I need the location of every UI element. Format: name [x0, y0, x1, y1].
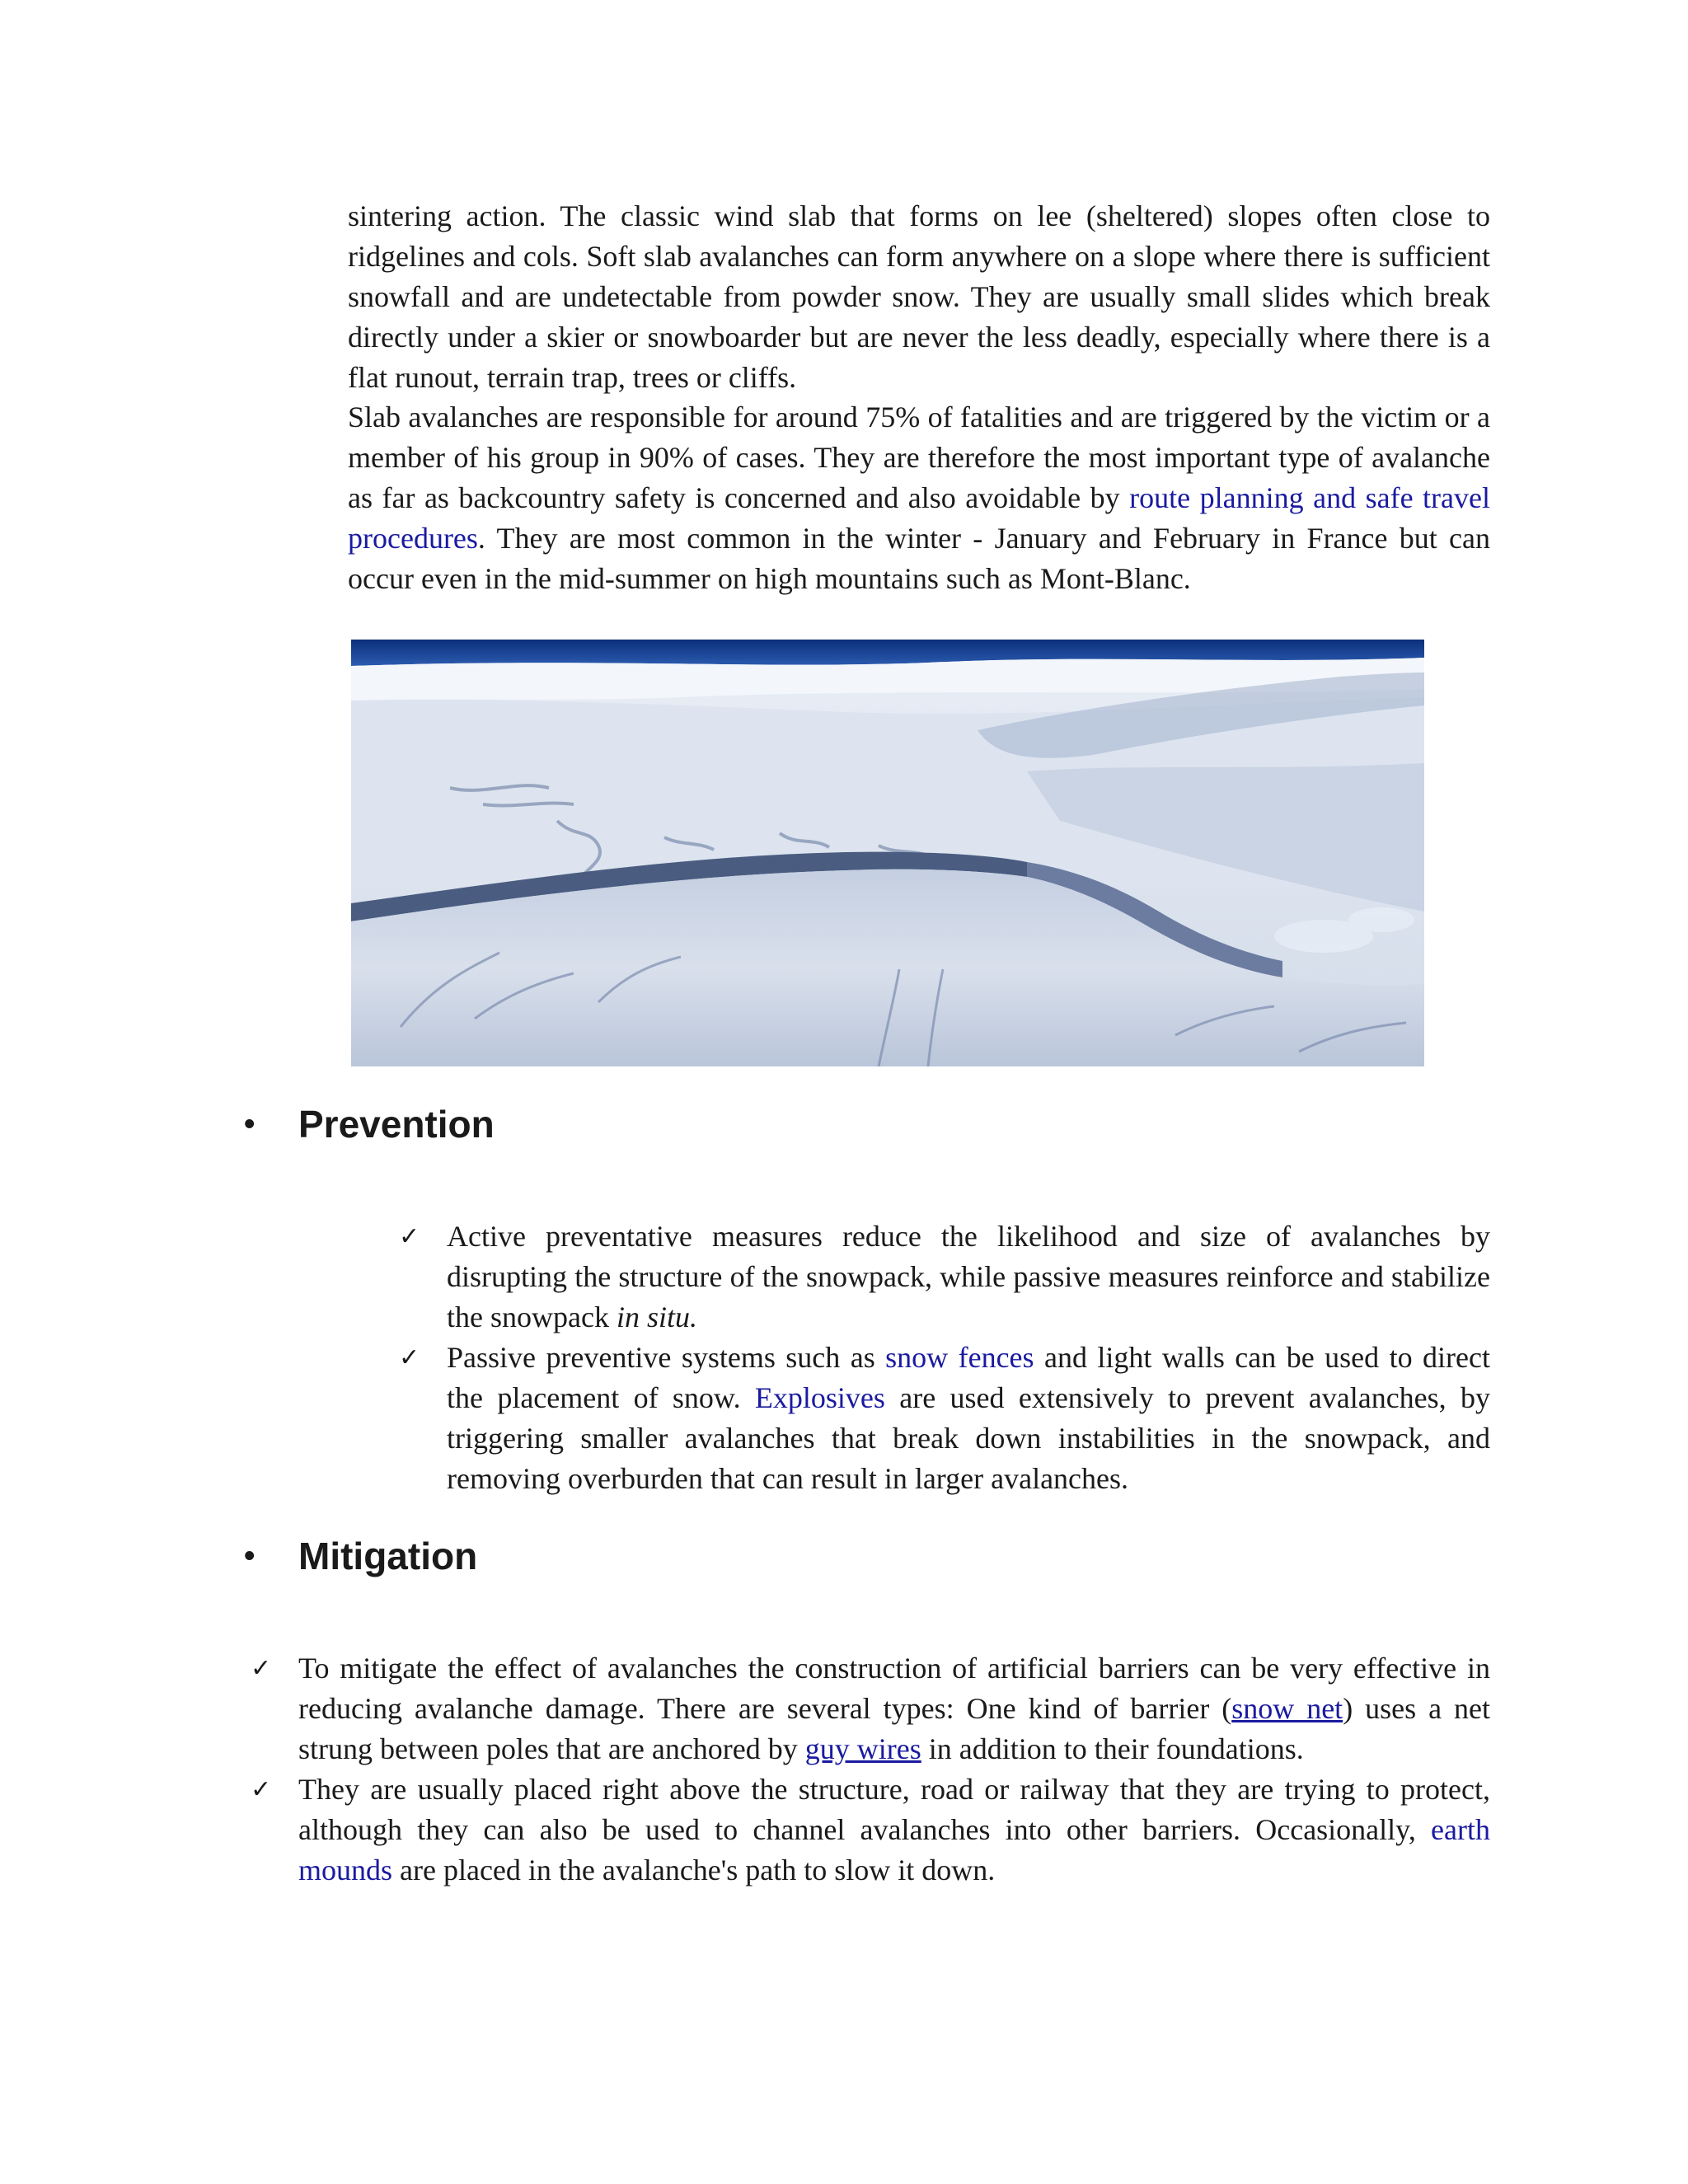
mitigation-item-2-text-b: are placed in the avalanche's path to slow it down. [392, 1854, 996, 1886]
check-icon: ✓ [399, 1222, 420, 1251]
prevention-item-2-text-a: Passive preventive systems such as [447, 1341, 886, 1374]
mitigation-item-1-text-c: in addition to their foundations. [921, 1732, 1304, 1765]
mitigation-title: Mitigation [298, 1535, 478, 1577]
list-item [399, 1216, 1490, 1338]
mitigation-list [251, 1648, 1490, 1891]
prevention-title: Prevention [298, 1103, 495, 1146]
intro-text-before-link: Slab avalanches are responsible for around 75% of fatalities and are triggered by the victim or a member of his group in 90% of cases. They are therefore the most important type of avalanche as far as backcountry safety is concerned and also avoidable by [348, 401, 1490, 514]
earth-mounds-link[interactable]: earth mounds [298, 1813, 1490, 1886]
prevention-item-2-text-b: and light walls can be used to direct the placement of snow. [447, 1341, 1490, 1414]
intro-paragraph-1: sintering action. The classic wind slab that forms on lee (sheltered) slopes often close to ridgelines and cols. Soft slab avalanches can form anywhere on a slope where there is sufficient snowfall and are undetectable from powder snow. They are usually small slides which break directly under a skier or snowboarder but are never the less deadly, especially where there is a flat runout, terrain trap, trees or cliffs. [348, 199, 1490, 394]
slab-avalanche-photo [351, 640, 1424, 1066]
check-icon: ✓ [251, 1775, 272, 1804]
snow-fences-link[interactable]: snow fences [885, 1341, 1034, 1374]
mitigation-item-1-text-a: To mitigate the effect of avalanches the construction of artificial barriers can be very effective in reducing avalanche damage. There are several types: One kind of barrier ( [298, 1652, 1490, 1725]
mitigation-bullet: • [244, 1539, 256, 1573]
prevention-list [399, 1216, 1490, 1499]
intro-paragraph-2 [348, 397, 1490, 599]
mitigation-item-1-text-b: ) uses a net strung between poles that are anchored by [298, 1692, 1490, 1765]
prevention-item-1-italic: in situ. [616, 1301, 697, 1333]
route-planning-link[interactable]: route planning and safe travel procedures [348, 481, 1490, 555]
prevention-heading [244, 1099, 495, 1149]
mitigation-heading [244, 1531, 477, 1581]
prevention-item-1-text: Active preventative measures reduce the likelihood and size of avalanches by disrupting the structure of the snowpack, while passive measures reinforce and stabilize the snowpack [447, 1220, 1490, 1333]
prevention-item-2-text-c: are used extensively to prevent avalanches, by triggering smaller avalanches that break down instabilities in the snowpack, and removing overburden that can result in larger avalanches. [447, 1381, 1490, 1495]
slab-avalanche-illustration [351, 640, 1424, 1066]
guy-wires-link[interactable]: guy wires [804, 1732, 921, 1765]
check-icon: ✓ [399, 1343, 420, 1372]
list-item [399, 1338, 1490, 1499]
mitigation-item-2-text-a: They are usually placed right above the structure, road or railway that they are trying to protect, although they can also be used to channel avalanches into other barriers. Occasionally, [298, 1773, 1490, 1846]
intro-text-after-link: . They are most common in the winter - January and February in France but can occur even in the mid-summer on high mountains such as Mont-Blanc. [348, 522, 1490, 595]
explosives-link[interactable]: Explosives [754, 1381, 885, 1414]
snow-net-link[interactable]: snow net [1231, 1692, 1343, 1725]
list-item [251, 1648, 1490, 1769]
list-item [251, 1769, 1490, 1891]
prevention-bullet: • [244, 1107, 256, 1141]
check-icon: ✓ [251, 1654, 272, 1683]
